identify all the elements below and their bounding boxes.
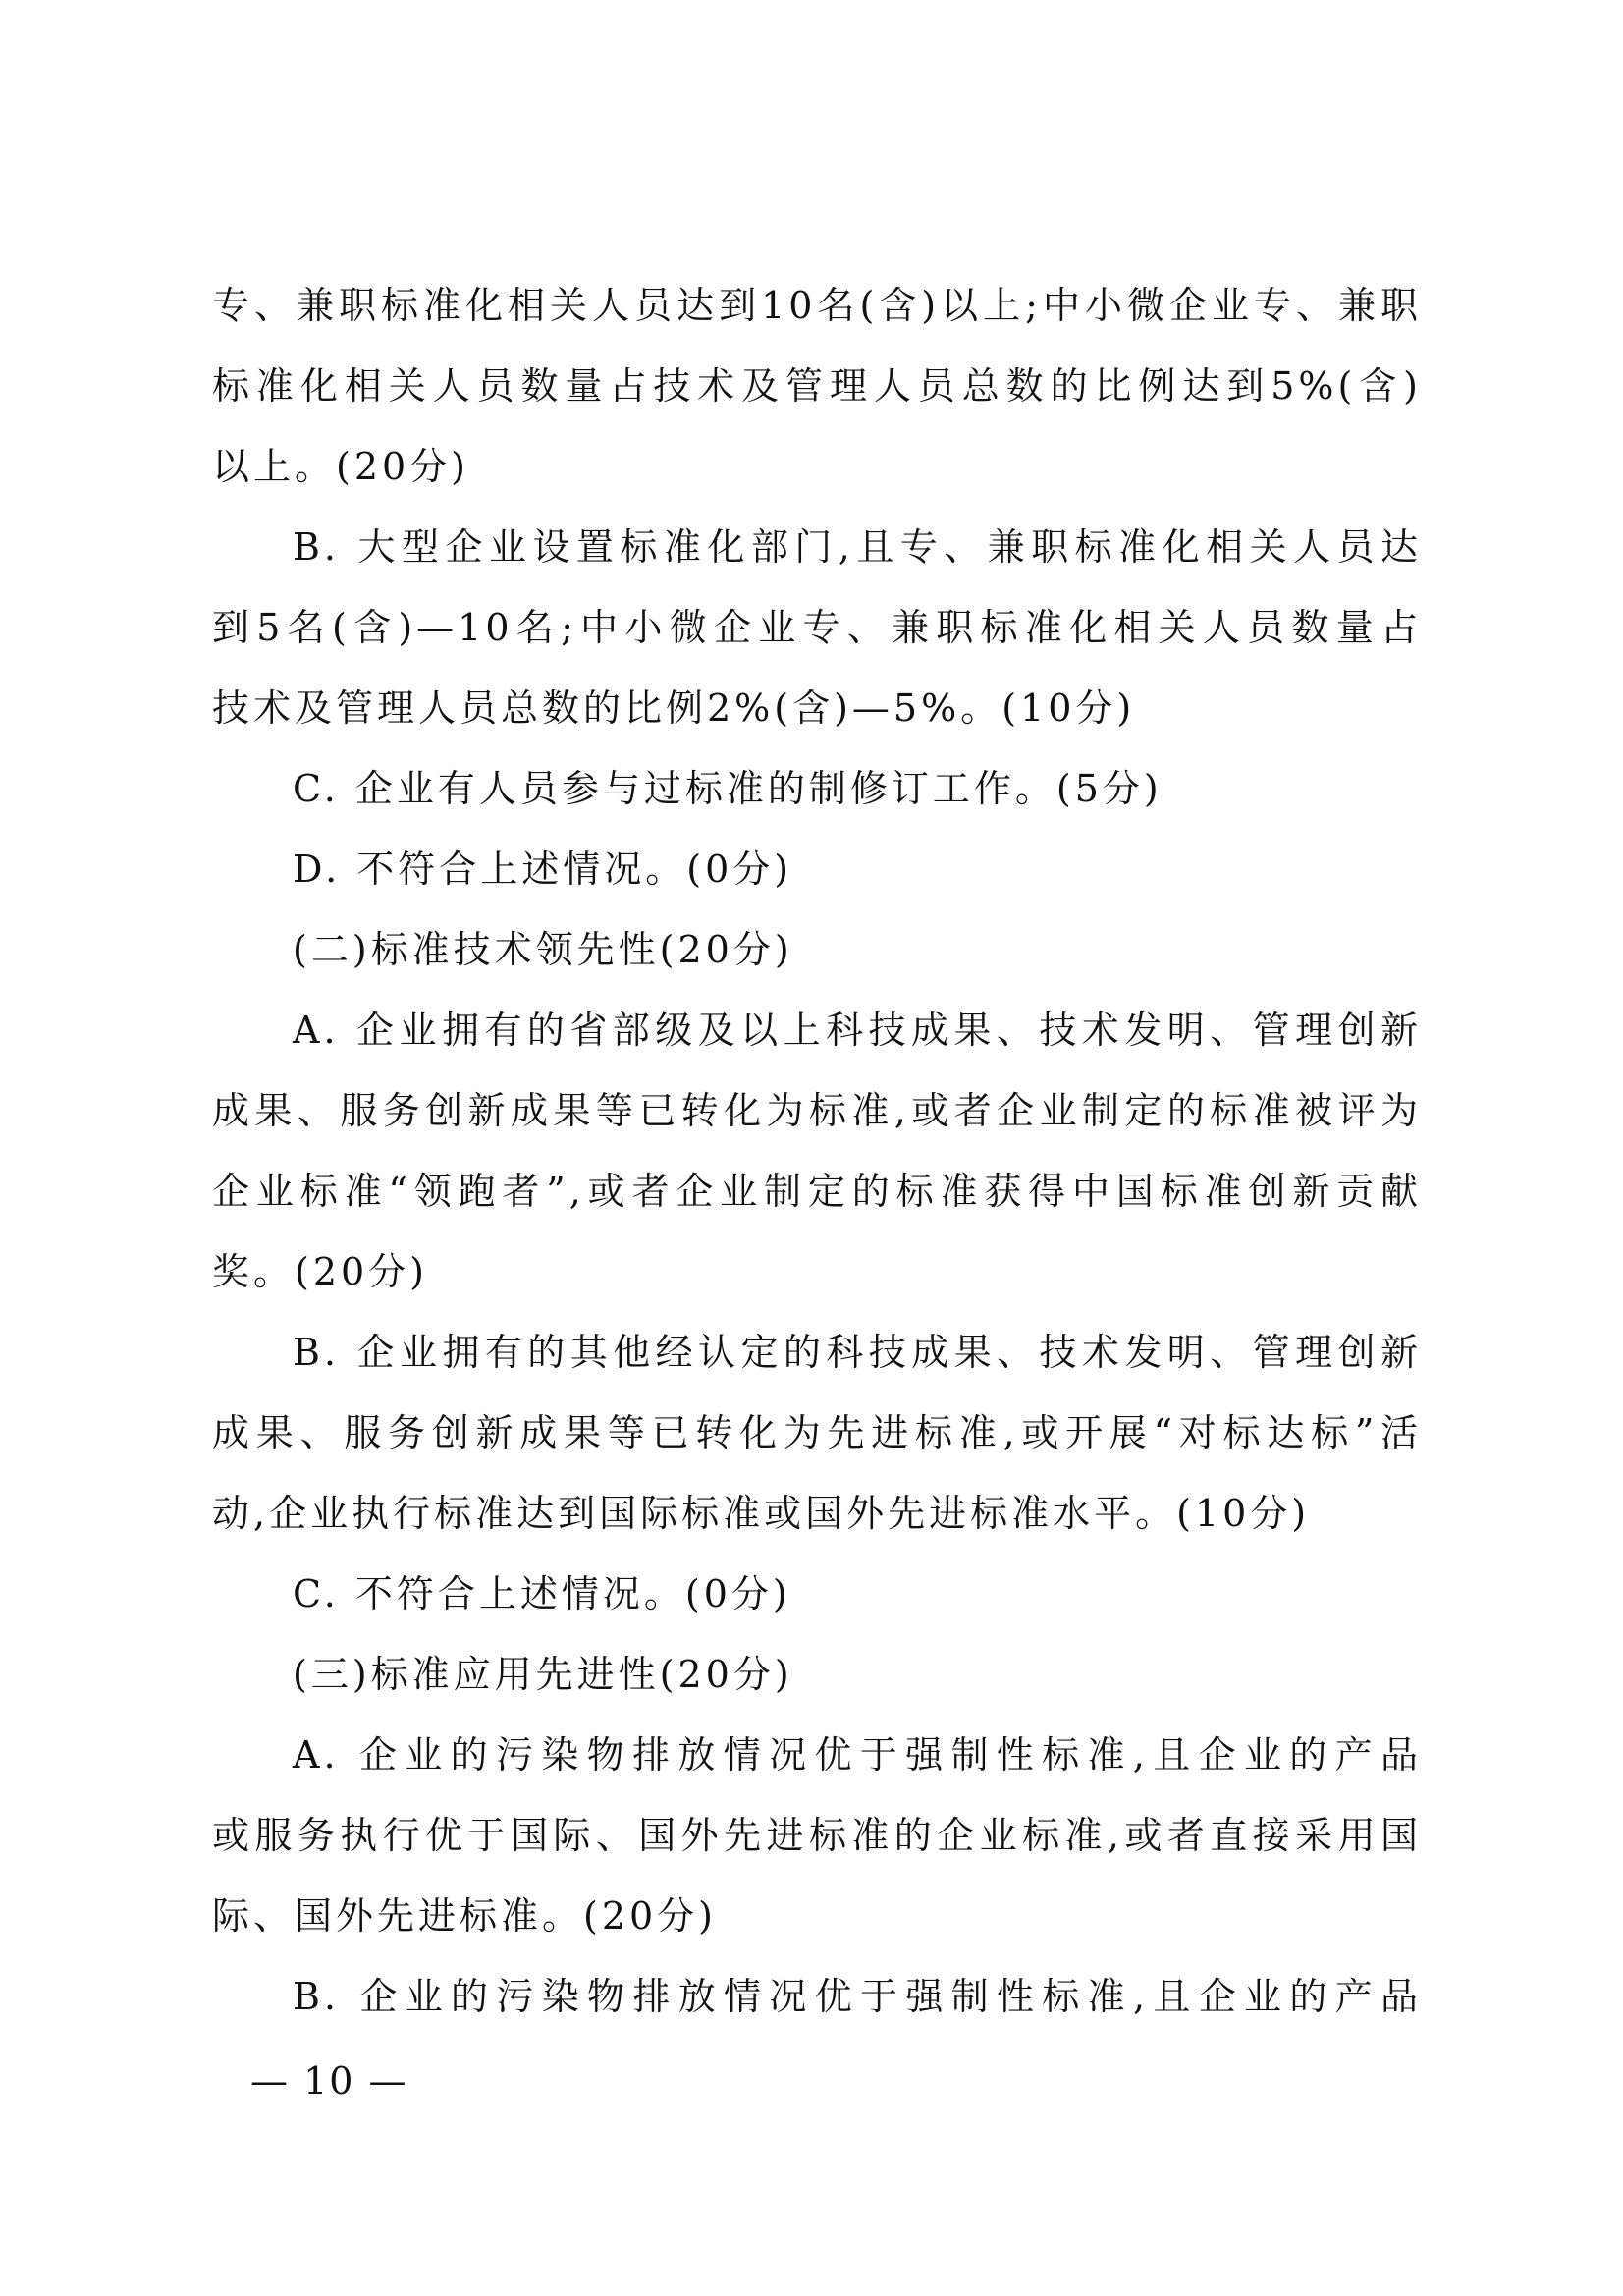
section-heading: (三)标准应用先进性(20分) [293, 1653, 793, 1696]
text-line: 成果、服务创新成果等已转化为标准,或者企业制定的标准被评为 [212, 1089, 1422, 1132]
text-line: 成果、服务创新成果等已转化为先进标准,或开展“对标达标”活 [212, 1411, 1422, 1454]
text-line: 标准化相关人员数量占技术及管理人员总数的比例达到5%(含) [212, 364, 1422, 408]
text-line: 际、国外先进标准。(20分) [212, 1894, 718, 1938]
text-line: 企业标准“领跑者”,或者企业制定的标准获得中国标准创新贡献 [212, 1170, 1422, 1213]
text-line: B. 企业的污染物排放情况优于强制性标准,且企业的产品 [293, 1975, 1422, 2018]
text-line: 专、兼职标准化相关人员达到10名(含)以上;中小微企业专、兼职 [212, 284, 1422, 327]
text-line: C. 不符合上述情况。(0分) [293, 1572, 791, 1615]
text-line: 奖。(20分) [212, 1250, 429, 1293]
text-line: 或服务执行优于国际、国外先进标准的企业标准,或者直接采用国 [212, 1814, 1422, 1857]
text-line: 动,企业执行标准达到国际标准或国外先进标准水平。(10分) [212, 1492, 1311, 1535]
text-line: 以上。(20分) [212, 445, 470, 488]
text-line: B. 企业拥有的其他经认定的科技成果、技术发明、管理创新 [293, 1331, 1422, 1374]
text-line: 技术及管理人员总数的比例2%(含)—5%。(10分) [212, 686, 1136, 730]
text-line: A. 企业的污染物排放情况优于强制性标准,且企业的产品 [293, 1733, 1422, 1777]
page-number: — 10 — [250, 2059, 408, 2103]
text-line: C. 企业有人员参与过标准的制修订工作。(5分) [293, 767, 1163, 810]
section-heading: (二)标准技术领先性(20分) [293, 928, 793, 971]
text-line: 到5名(含)—10名;中小微企业专、兼职标准化相关人员数量占 [212, 606, 1422, 649]
text-line: A. 企业拥有的省部级及以上科技成果、技术发明、管理创新 [293, 1009, 1422, 1052]
text-line: B. 大型企业设置标准化部门,且专、兼职标准化相关人员达 [293, 525, 1422, 569]
text-line: D. 不符合上述情况。(0分) [293, 847, 793, 891]
